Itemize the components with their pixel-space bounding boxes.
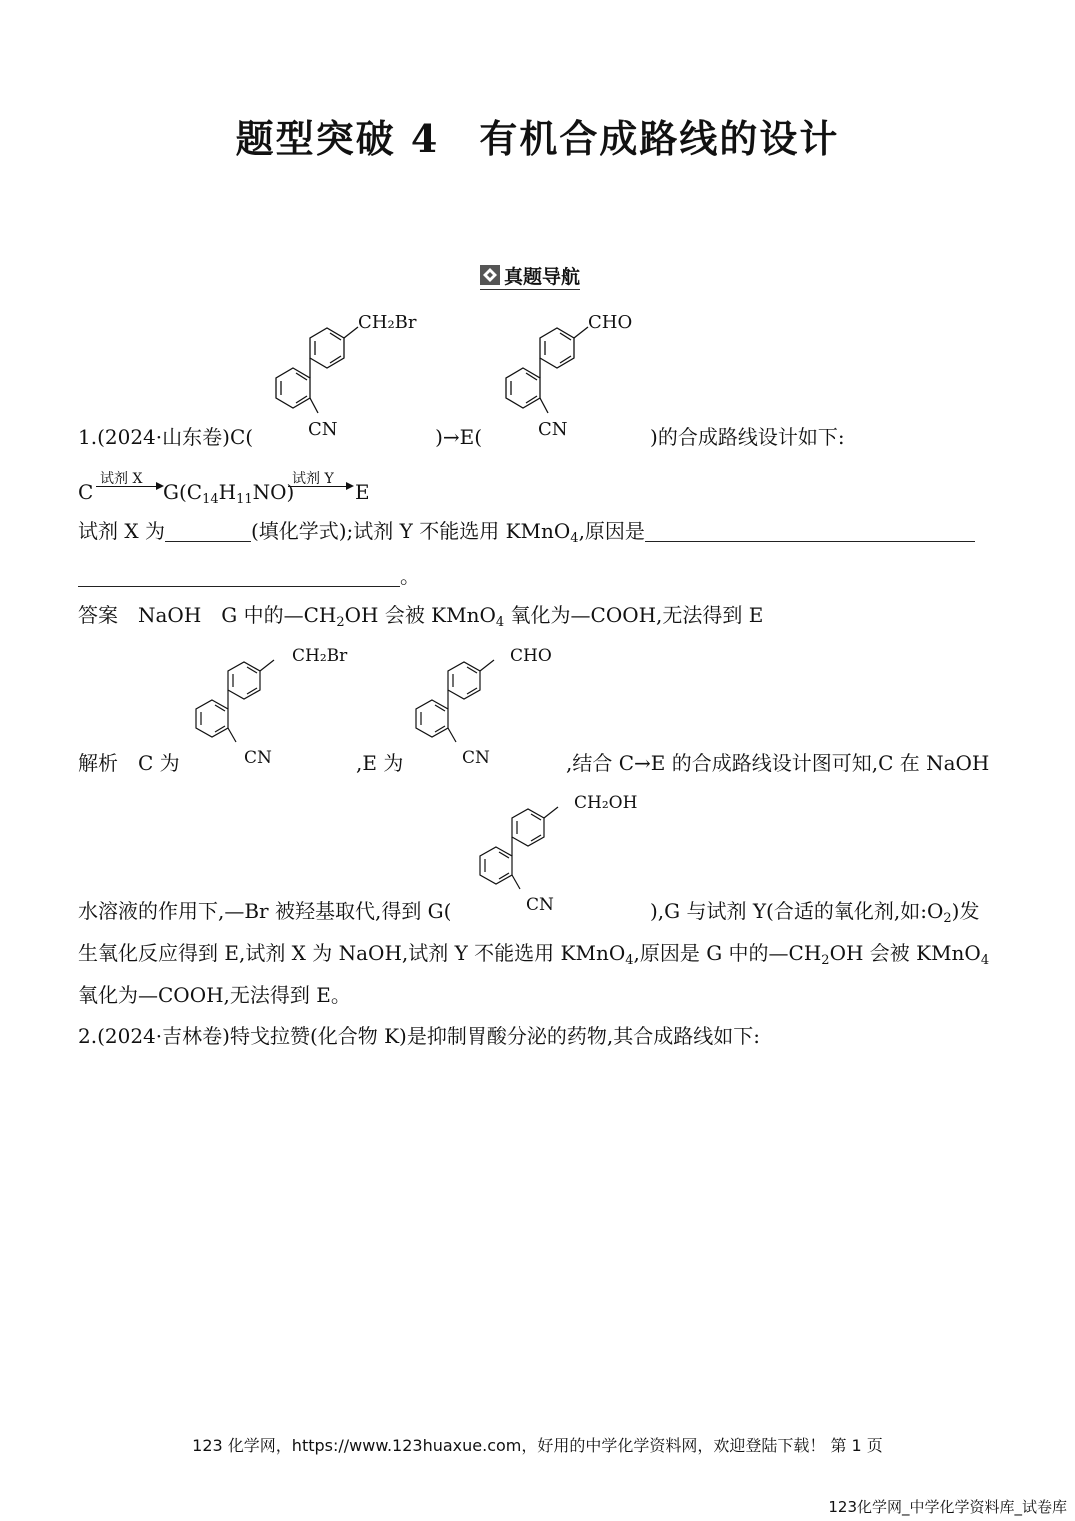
arrow-y: 试剂 Y: [288, 470, 352, 490]
svg-text:CH₂Br: CH₂Br: [358, 312, 417, 333]
q2-prompt: 2.(2024·吉林卷)特戈拉赞(化合物 K)是抑制胃酸分泌的药物,其合成路线如下:: [78, 1024, 760, 1048]
structure-c: [248, 305, 428, 440]
section-label: 真题导航: [504, 265, 581, 288]
page-title: 题型突破 4 有机合成路线的设计: [235, 116, 840, 161]
analysis-structure-e: [392, 640, 572, 770]
diamond-icon: [480, 265, 500, 285]
svg-text:CHO: CHO: [510, 646, 552, 666]
route-end: E: [355, 480, 370, 504]
route-start: C: [78, 480, 94, 504]
corner-watermark: 123化学网_中学化学资料库_试卷库: [828, 1498, 1067, 1516]
analysis-structure-g: [456, 787, 656, 917]
svg-text:CN: CN: [538, 419, 568, 440]
route-g: $G(C_{14}H_{11}NO)$: [163, 480, 295, 507]
analysis-line-2-rest: ),G 与试剂 Y(合适的氧化剂,如$:O_2$)发: [650, 899, 980, 926]
answer: 答案 NaOH G 中的$—CH_2OH$ 会被 KMnO$_4$ 氧化为—COOH,无法得到 E: [78, 603, 764, 630]
analysis-line-3: 生氧化反应得到 E,试剂 X 为 NaOH,试剂 Y 不能选用 KMnO$_4$,原因是 G 中的$—CH_2OH$ 会被 KMnO$_4$: [78, 941, 990, 968]
structure-e: [478, 305, 658, 440]
svg-text:CN: CN: [462, 748, 490, 768]
analysis-line-1: 解析 C 为: [78, 751, 180, 775]
blank-reagent-x[interactable]: [165, 521, 251, 542]
svg-text:CHO: CHO: [588, 312, 633, 333]
blank-reason-2[interactable]: [78, 566, 400, 587]
svg-text:CN: CN: [244, 748, 272, 768]
svg-text:CH₂Br: CH₂Br: [292, 646, 348, 666]
section-header: [480, 262, 580, 290]
q1-question: 试剂 X 为 (填化学式);试剂 Y 不能选用 KMnO$_4$,原因是: [78, 517, 975, 545]
analysis-e-is: ,E 为: [356, 751, 404, 775]
q1-question-cont: 。: [78, 562, 420, 590]
blank-reason-1[interactable]: [645, 521, 975, 542]
analysis-line-1-rest: ,结合 C→E 的合成路线设计图可知,C 在 NaOH: [566, 751, 990, 775]
page-footer: 123 化学网，https://www.123huaxue.com，好用的中学化学资料网，欢迎登陆下载！ 第 1 页: [192, 1436, 883, 1455]
arrow-x: 试剂 X: [96, 470, 162, 490]
svg-text:CN: CN: [526, 895, 554, 915]
q1-prompt: 1.(2024·山东卷)C( )→E( )的合成路线设计如下:: [78, 425, 845, 449]
analysis-structure-c: [172, 640, 352, 770]
analysis-line-2: 水溶液的作用下,—Br 被羟基取代,得到 G(: [78, 899, 452, 923]
svg-text:CH₂OH: CH₂OH: [574, 793, 638, 813]
svg-text:CN: CN: [308, 419, 338, 440]
analysis-line-4: 氧化为—COOH,无法得到 E。: [78, 983, 351, 1007]
